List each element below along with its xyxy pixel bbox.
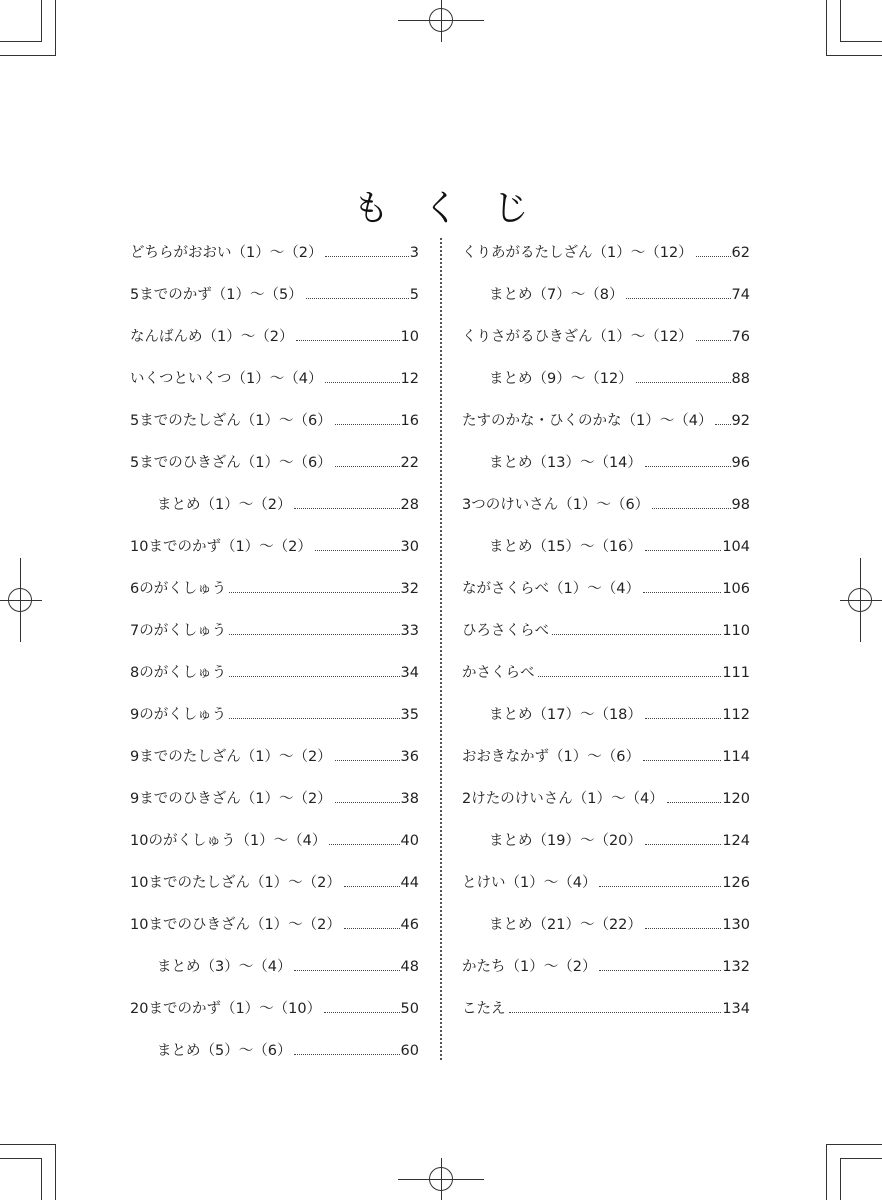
toc-entry-page-number: 46	[400, 917, 419, 933]
toc-entry	[130, 568, 419, 610]
toc-entry-label: まとめ（5）～（6）	[157, 1043, 292, 1059]
toc-entry-page-number: 30	[400, 539, 419, 555]
dot-leader	[643, 760, 721, 761]
dot-leader	[294, 508, 399, 509]
dot-leader	[696, 256, 731, 257]
toc-entry	[130, 232, 419, 274]
dot-leader	[643, 592, 721, 593]
toc-entry	[462, 946, 750, 988]
toc-entry	[462, 358, 750, 400]
toc-entry-label: まとめ（1）～（2）	[157, 497, 292, 513]
toc-right-column	[462, 232, 750, 1030]
toc-entry-page-number: 3	[409, 245, 419, 261]
dot-leader	[538, 676, 722, 677]
toc-entry	[462, 652, 750, 694]
toc-entry-label: かさくらべ	[462, 665, 535, 681]
toc-entry-label: ひろさくらべ	[462, 623, 549, 639]
toc-entry-page-number: 74	[731, 287, 750, 303]
dot-leader	[696, 340, 731, 341]
dot-leader	[667, 802, 722, 803]
toc-entry-page-number: 48	[400, 959, 419, 975]
toc-entry-label: 7のがくしゅう	[130, 623, 227, 639]
toc-entry	[462, 736, 750, 778]
toc-entry-page-number: 35	[400, 707, 419, 723]
toc-entry	[130, 988, 419, 1030]
toc-entry	[130, 526, 419, 568]
toc-entry	[130, 904, 419, 946]
dot-leader	[335, 802, 400, 803]
toc-entry	[462, 400, 750, 442]
toc-entry-label: 20までのかず（1）～（10）	[130, 1001, 322, 1017]
toc-entry	[130, 610, 419, 652]
dot-leader	[315, 550, 400, 551]
toc-entry-page-number: 134	[722, 1001, 750, 1017]
toc-entry-label: 10までのたしざん（1）～（2）	[130, 875, 341, 891]
toc-entry	[462, 988, 750, 1030]
toc-entry-label: 3つのけいさん（1）～（6）	[462, 497, 650, 513]
toc-entry-label: 9までのひきざん（1）～（2）	[130, 791, 332, 807]
toc-entry	[462, 820, 750, 862]
toc-entry-page-number: 40	[400, 833, 419, 849]
toc-entry-label: まとめ（9）～（12）	[489, 371, 633, 387]
toc-entry	[462, 610, 750, 652]
column-divider	[440, 238, 442, 1060]
toc-entry-label: こたえ	[462, 1001, 506, 1017]
dot-leader	[306, 298, 409, 299]
toc-entry	[462, 274, 750, 316]
toc-entry-label: 6のがくしゅう	[130, 581, 227, 597]
toc-entry-page-number: 10	[400, 329, 419, 345]
dot-leader	[636, 382, 731, 383]
toc-entry-label: くりあがるたしざん（1）～（12）	[462, 245, 693, 261]
toc-entry-page-number: 130	[722, 917, 750, 933]
toc-entry	[130, 274, 419, 316]
toc-entry	[462, 568, 750, 610]
toc-entry	[130, 400, 419, 442]
dot-leader	[294, 1054, 399, 1055]
toc-entry-label: なんばんめ（1）～（2）	[130, 329, 294, 345]
toc-entry-label: 9までのたしざん（1）～（2）	[130, 749, 332, 765]
toc-entry-page-number: 62	[731, 245, 750, 261]
dot-leader	[325, 256, 408, 257]
toc-entry	[130, 694, 419, 736]
dot-leader	[715, 424, 730, 425]
dot-leader	[645, 844, 721, 845]
toc-entry-label: 10のがくしゅう（1）～（4）	[130, 833, 327, 849]
toc-entry	[462, 778, 750, 820]
toc-entry-page-number: 33	[400, 623, 419, 639]
toc-entry-label: まとめ（19）～（20）	[489, 833, 642, 849]
toc-entry-page-number: 106	[722, 581, 750, 597]
dot-leader	[229, 592, 399, 593]
toc-entry	[462, 526, 750, 568]
dot-leader	[335, 466, 400, 467]
toc-entry	[462, 232, 750, 274]
dot-leader	[229, 676, 399, 677]
toc-entry-page-number: 44	[400, 875, 419, 891]
toc-entry-page-number: 22	[400, 455, 419, 471]
toc-entry-label: 2けたのけいさん（1）～（4）	[462, 791, 664, 807]
toc-entry-page-number: 5	[409, 287, 419, 303]
dot-leader	[344, 886, 400, 887]
toc-entry-page-number: 98	[731, 497, 750, 513]
toc-entry-page-number: 36	[400, 749, 419, 765]
toc-entry-page-number: 12	[400, 371, 419, 387]
toc-entry-label: 10までのひきざん（1）～（2）	[130, 917, 341, 933]
toc-entry-page-number: 60	[400, 1043, 419, 1059]
toc-entry-page-number: 38	[400, 791, 419, 807]
dot-leader	[229, 718, 399, 719]
toc-entry-page-number: 104	[722, 539, 750, 555]
dot-leader	[329, 844, 399, 845]
toc-entry	[462, 484, 750, 526]
toc-entry-page-number: 132	[722, 959, 750, 975]
toc-entry	[130, 1030, 419, 1072]
dot-leader	[296, 340, 399, 341]
toc-entry-label: 10までのかず（1）～（2）	[130, 539, 312, 555]
toc-entry-label: まとめ（3）～（4）	[157, 959, 292, 975]
toc-entry	[130, 316, 419, 358]
toc-entry-label: まとめ（21）～（22）	[489, 917, 642, 933]
toc-entry	[462, 442, 750, 484]
toc-entry	[130, 736, 419, 778]
dot-leader	[626, 298, 730, 299]
toc-entry-page-number: 124	[722, 833, 750, 849]
page-title: もくじ	[352, 188, 563, 229]
toc-entry-label: まとめ（13）～（14）	[489, 455, 642, 471]
toc-entry-page-number: 110	[722, 623, 750, 639]
toc-entry	[462, 904, 750, 946]
dot-leader	[599, 886, 721, 887]
toc-entry-page-number: 32	[400, 581, 419, 597]
toc-entry	[462, 862, 750, 904]
toc-entry	[462, 694, 750, 736]
dot-leader	[645, 550, 721, 551]
toc-entry	[130, 652, 419, 694]
toc-entry-label: とけい（1）～（4）	[462, 875, 597, 891]
dot-leader	[324, 1012, 399, 1013]
toc-entry	[130, 358, 419, 400]
toc-entry-label: いくつといくつ（1）～（4）	[130, 371, 323, 387]
toc-entry-page-number: 126	[722, 875, 750, 891]
toc-entry-page-number: 28	[400, 497, 419, 513]
dot-leader	[645, 928, 721, 929]
toc-entry-label: 5までのひきざん（1）～（6）	[130, 455, 332, 471]
dot-leader	[599, 970, 721, 971]
dot-leader	[344, 928, 400, 929]
toc-entry	[130, 484, 419, 526]
toc-entry-page-number: 76	[731, 329, 750, 345]
toc-entry-label: どちらがおおい（1）～（2）	[130, 245, 323, 261]
toc-entry-label: ながさくらべ（1）～（4）	[462, 581, 640, 597]
toc-entry-label: 5までのかず（1）～（5）	[130, 287, 303, 303]
dot-leader	[509, 1012, 722, 1013]
dot-leader	[645, 718, 721, 719]
toc-entry-label: 8のがくしゅう	[130, 665, 227, 681]
dot-leader	[229, 634, 399, 635]
toc-entry	[130, 442, 419, 484]
toc-entry-page-number: 34	[400, 665, 419, 681]
toc-entry-page-number: 120	[722, 791, 750, 807]
toc-entry-label: 9のがくしゅう	[130, 707, 227, 723]
toc-entry-label: 5までのたしざん（1）～（6）	[130, 413, 332, 429]
dot-leader	[652, 508, 730, 509]
toc-entry-page-number: 112	[722, 707, 750, 723]
toc-entry	[130, 946, 419, 988]
toc-entry	[130, 820, 419, 862]
dot-leader	[325, 382, 399, 383]
toc-entry	[462, 316, 750, 358]
toc-entry-page-number: 114	[722, 749, 750, 765]
toc-entry-label: たすのかな・ひくのかな（1）～（4）	[462, 413, 713, 429]
dot-leader	[294, 970, 399, 971]
toc-entry-label: まとめ（15）～（16）	[489, 539, 642, 555]
toc-entry-label: まとめ（7）～（8）	[489, 287, 624, 303]
dot-leader	[335, 424, 400, 425]
toc-entry-label: かたち（1）～（2）	[462, 959, 597, 975]
toc-entry-label: おおきなかず（1）～（6）	[462, 749, 640, 765]
toc-entry-page-number: 92	[731, 413, 750, 429]
toc-entry-page-number: 88	[731, 371, 750, 387]
dot-leader	[335, 760, 400, 761]
toc-entry-page-number: 50	[400, 1001, 419, 1017]
dot-leader	[552, 634, 721, 635]
toc-entry-page-number: 96	[731, 455, 750, 471]
dot-leader	[645, 466, 731, 467]
toc-entry	[130, 862, 419, 904]
toc-entry-label: まとめ（17）～（18）	[489, 707, 642, 723]
toc-entry	[130, 778, 419, 820]
toc-entry-page-number: 16	[400, 413, 419, 429]
toc-entry-label: くりさがるひきざん（1）～（12）	[462, 329, 693, 345]
toc-left-column	[130, 232, 419, 1072]
toc-entry-page-number: 111	[722, 665, 750, 681]
